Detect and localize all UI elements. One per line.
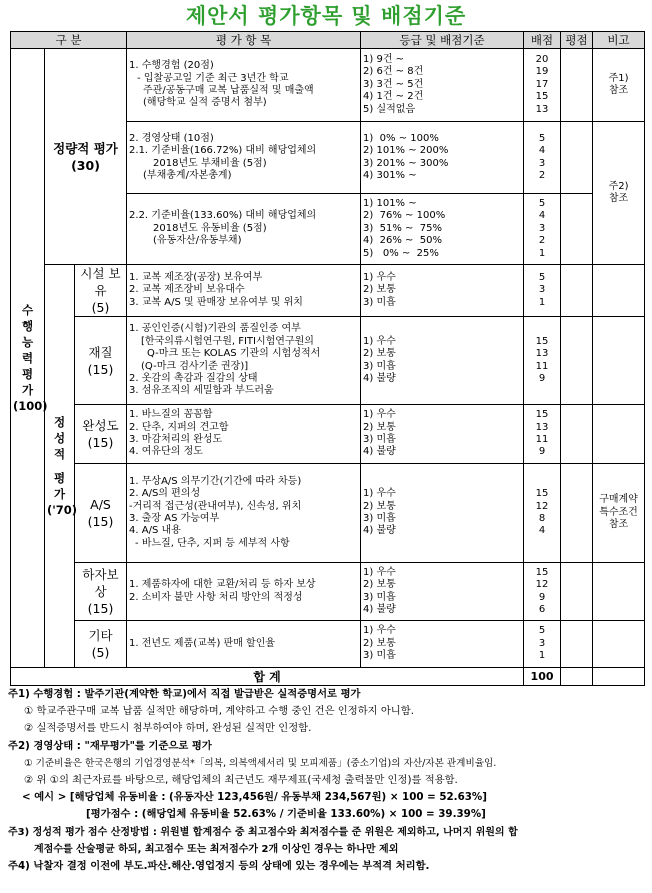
- grade-line: 1) 우수: [363, 335, 396, 347]
- remarks-cell: [593, 265, 645, 317]
- rating-cell[interactable]: [561, 49, 593, 122]
- item-line: [한국의류시험연구원, FITI시험연구원의: [141, 335, 314, 347]
- qualitative-label-char: 성: [53, 431, 66, 445]
- score-value: 5: [538, 132, 546, 144]
- remarks-cell: [593, 563, 645, 621]
- item-cell: [127, 317, 361, 405]
- item-line: Q-마크 또는 KOLAS 기관의 시험성적서: [147, 348, 321, 360]
- grade-cell: [361, 405, 524, 464]
- score-value: 3: [538, 157, 546, 169]
- qualitative-score: ('70): [47, 503, 78, 517]
- table-row: [11, 464, 645, 563]
- grade-line: 3) 미흡: [363, 650, 396, 662]
- item-line: 1. 제품하자에 대한 교환/처리 등 하자 보상: [129, 579, 316, 591]
- score-value: 12: [535, 500, 549, 512]
- note-1: 주1) 수행경험 : 발주기관(계약한 학교)에서 직접 발급받은 실적증명서로 평가: [8, 688, 361, 700]
- grade-line: 5) 실적없음: [363, 103, 416, 115]
- grade-line: 4) 1건 ~ 2건: [363, 91, 424, 103]
- item-cell: [127, 464, 361, 563]
- grade-line: 2) 보통: [363, 637, 396, 649]
- item-line: 2.2. 기준비율(133.60%) 대비 해당업체의: [129, 210, 317, 222]
- note-1a: ① 학교주관구매 교복 납품 실적만 해당하며, 계약하고 수행 중인 건은 인정하지 아니함.: [24, 705, 414, 718]
- item-line: 2018년도 부채비율 (5점): [153, 157, 267, 169]
- note-3b: 계점수를 산술평균 하되, 최고점수 또는 최저점수가 2개 이상인 경우는 하나만 제외: [34, 843, 399, 855]
- score-value: 3: [538, 222, 546, 234]
- note-2b: ② 위 ①의 최근자료를 바탕으로, 해당업체의 최근년도 재무제표(국세청 출력물만 인정)를 적용함.: [24, 774, 458, 787]
- item-cell: [127, 49, 361, 122]
- score-value: 15: [535, 566, 549, 578]
- grade-cell: [361, 317, 524, 405]
- score-cell: [524, 317, 561, 405]
- item-line: 2018년도 유동비율 (5점): [153, 222, 267, 234]
- item-line: 1. 공인인증(시험)기관의 품질인증 여부: [129, 323, 301, 335]
- item-line: 2. 교복 제조장비 보유대수: [129, 284, 245, 296]
- item-line: (Q-마크 검사기준 권장)]: [141, 360, 249, 372]
- subcategory-name: 완성도: [82, 418, 119, 433]
- remarks-cell: [593, 317, 645, 405]
- header-grade: 등급 및 배점기준: [361, 32, 524, 49]
- header-rating: 평점: [561, 32, 593, 49]
- remarks-line: 구매계약: [599, 494, 638, 506]
- grade-line: 4) 불량: [363, 603, 396, 615]
- score-value: 3: [538, 284, 546, 296]
- subcategory-score: (15): [87, 514, 114, 529]
- score-value: 4: [538, 145, 546, 157]
- item-line: 3. 섬유조직의 세밀함과 부드러움: [129, 385, 274, 397]
- item-line: 4. A/S 내용: [129, 525, 181, 537]
- item-cell: [127, 194, 361, 265]
- item-line: 1. 전년도 제품(교복) 판매 할인율: [129, 637, 276, 649]
- score-value: 3: [538, 637, 546, 649]
- evaluation-table: [10, 31, 645, 686]
- grade-line: 3) 미흡: [363, 434, 396, 445]
- grade-line: 3) 미흡: [363, 513, 396, 524]
- performance-label: 수 행 능 력 평 가: [21, 303, 34, 397]
- item-line: (유동자산/유동부채): [153, 235, 242, 247]
- header-item: 평 가 항 목: [127, 32, 361, 49]
- score-value: 17: [535, 78, 549, 90]
- grade-line: 3) 미흡: [363, 591, 396, 603]
- score-value: 15: [535, 409, 549, 421]
- total-remarks-cell: [593, 668, 645, 686]
- total-row: [11, 668, 645, 686]
- subcategory-name: 재질: [88, 344, 113, 360]
- performance-score: (100): [13, 399, 48, 413]
- subcategory-cell: [75, 317, 127, 405]
- note-2a: ① 기준비율은 한국은행의 기업경영분석*「의복, 의복액세서리 및 모피제품」(중소기업)의 자산/자본 관계비율임.: [24, 757, 497, 769]
- grade-line: 4) 26% ~ 50%: [363, 235, 443, 247]
- score-value: 19: [535, 66, 549, 78]
- item-line: (해당학교 실적 증명서 첨부): [143, 97, 267, 109]
- item-cell: [127, 405, 361, 464]
- qualitative-label-char: 적: [53, 447, 66, 461]
- note-3a: 주3) 정성적 평가 점수 산정방법 : 위원별 합계점수 중 최고점수와 최저점수를 준 위원은 제외하고, 나머지 위원의 합: [8, 826, 518, 838]
- table-header-row: [11, 32, 645, 49]
- item-line: 1. 무상A/S 의무기간(기간에 따라 차등): [129, 475, 302, 487]
- score-cell: [524, 122, 561, 194]
- grade-line: 3) 미흡: [363, 296, 396, 308]
- header-remarks: 비고: [593, 32, 645, 49]
- score-cell: [524, 49, 561, 122]
- score-value: 1: [538, 247, 546, 259]
- notes-section: [8, 686, 648, 875]
- remarks-line: 참조: [608, 85, 629, 96]
- remarks-cell: [593, 405, 645, 464]
- grade-line: 2) 76% ~ 100%: [363, 210, 446, 222]
- score-value: 20: [535, 53, 549, 65]
- grade-line: 1) 우수: [363, 566, 396, 578]
- item-line: 2.1. 기준비율(166.72%) 대비 해당업체의: [129, 145, 317, 157]
- grade-line: 1) 9건 ~: [363, 53, 405, 65]
- score-cell: [524, 265, 561, 317]
- item-line: (부채총계/자본총계): [143, 169, 232, 181]
- table-row: [11, 563, 645, 621]
- rating-cell[interactable]: [561, 621, 593, 668]
- grade-cell: [361, 194, 524, 265]
- item-line: 2. 단추, 지퍼의 견고함: [129, 421, 229, 433]
- table-row: [11, 621, 645, 668]
- qualitative-label-cell: [45, 265, 78, 668]
- item-cell: [127, 621, 361, 668]
- subcategory-cell: [75, 621, 127, 668]
- item-line: 1. 교복 제조장(공장) 보유여부: [129, 271, 263, 283]
- score-value: 5: [538, 271, 546, 283]
- item-line: 1. 수행경험 (20점): [129, 60, 214, 72]
- score-value: 2: [538, 235, 546, 247]
- item-line: - 바느질, 단추, 지퍼 등 세부적 사항: [135, 537, 290, 549]
- score-value: 15: [535, 335, 549, 347]
- grade-cell: [361, 265, 524, 317]
- item-line: 4. 여유단의 정도: [129, 446, 203, 458]
- subcategory-cell: [75, 563, 127, 621]
- score-value: 4: [538, 210, 546, 222]
- grade-line: 4) 불량: [363, 525, 396, 537]
- subcategory-score: (15): [87, 435, 114, 450]
- grade-line: 2) 보통: [363, 500, 396, 512]
- grade-line: 2) 보통: [363, 579, 396, 591]
- performance-label-cell: [11, 49, 48, 668]
- score-cell: [524, 563, 561, 621]
- grade-cell: [361, 122, 524, 194]
- item-line: 3. 마감처리의 완성도: [129, 434, 223, 445]
- item-cell: [127, 563, 361, 621]
- rating-cell[interactable]: [561, 405, 593, 464]
- rating-cell[interactable]: [561, 317, 593, 405]
- item-line: 1. 바느질의 꼼꼼함: [129, 409, 213, 421]
- grade-line: 4) 301% ~: [363, 169, 417, 181]
- item-line: 3. 교복 A/S 및 판매장 보유여부 및 위치: [129, 296, 303, 308]
- subcategory-name: 하자보상: [82, 567, 119, 599]
- remarks-line: 참조: [608, 519, 629, 531]
- grade-line: 1) 우수: [363, 488, 396, 500]
- rating-cell[interactable]: [561, 194, 593, 265]
- grade-line: 3) 3건 ~ 5건: [363, 78, 424, 90]
- item-line: -거리적 접근성(관내여부), 신속성, 위치: [129, 500, 302, 512]
- score-value: 9: [538, 446, 546, 458]
- page-title: 제안서 평가항목 및 배점기준: [185, 4, 467, 28]
- grade-line: 4) 불량: [363, 372, 396, 384]
- qualitative-label-char: 평: [53, 471, 66, 485]
- rating-cell[interactable]: [561, 122, 593, 194]
- quantitative-label: 정량적 평가: [53, 140, 118, 156]
- score-value: 2: [538, 169, 546, 181]
- score-value: 9: [538, 591, 546, 603]
- subcategory-score: (15): [87, 361, 114, 377]
- grade-cell: [361, 49, 524, 122]
- grade-line: 4) 불량: [363, 446, 396, 458]
- grade-line: 3) 201% ~ 300%: [363, 157, 449, 169]
- remarks-cell: [593, 49, 645, 122]
- example-line-2: [평가점수 : (해당업체 유동비율 52.63% / 기준비율 133.60%) × 100 = 39.39%]: [86, 808, 486, 821]
- item-line: 2. 경영상태 (10점): [129, 132, 214, 144]
- item-line: 주관/공동구매 교복 납품실적 및 매출액: [143, 85, 314, 96]
- item-line: 2. A/S의 편의성: [129, 488, 201, 500]
- score-value: 11: [535, 360, 549, 372]
- score-value: 5: [538, 625, 546, 637]
- grade-line: 5) 0% ~ 25%: [363, 247, 439, 259]
- item-line: 2. 옷감의 촉감과 질감의 상태: [129, 372, 258, 384]
- grade-line: 1) 101% ~: [363, 197, 417, 209]
- grade-line: 3) 51% ~ 75%: [363, 222, 443, 234]
- grade-line: 1) 0% ~ 100%: [363, 132, 439, 144]
- grade-cell: [361, 464, 524, 563]
- rating-cell[interactable]: [561, 563, 593, 621]
- remarks-cell: [593, 464, 645, 563]
- score-value: 13: [535, 103, 549, 115]
- subcategory-name: A/S: [90, 497, 111, 512]
- subcategory-score: (5): [91, 645, 110, 660]
- note-1b: ② 실적증명서를 반드시 첨부하여야 하며, 완성된 실적만 인정함.: [24, 722, 312, 735]
- score-value: 1: [538, 650, 546, 662]
- score-value: 8: [538, 513, 546, 524]
- rating-cell[interactable]: [561, 464, 593, 563]
- grade-line: 1) 우수: [363, 409, 396, 421]
- grade-line: 2) 보통: [363, 348, 396, 360]
- total-rating-cell[interactable]: [561, 668, 593, 686]
- subcategory-cell: [75, 464, 127, 563]
- item-line: 2. 소비자 불만 사항 처리 방안의 적정성: [129, 591, 303, 603]
- score-value: 15: [535, 488, 549, 500]
- score-cell: [524, 621, 561, 668]
- score-cell: [524, 464, 561, 563]
- item-line: - 입찰공고일 기준 최근 3년간 학교: [137, 72, 289, 84]
- subcategory-cell: [75, 405, 127, 464]
- remarks-cell: [593, 122, 645, 265]
- remarks-line: 참조: [608, 193, 629, 204]
- quantitative-label-cell: [45, 49, 127, 265]
- example-line-1: < 예시 > [해당업체 유동비율 : (유동자산 123,456원/ 유동부채 234,567원) × 100 = 52.63%]: [22, 791, 487, 804]
- table-row: [11, 49, 645, 122]
- qualitative-label-char: 정: [53, 415, 66, 429]
- score-cell: [524, 405, 561, 464]
- grade-line: 2) 6건 ~ 8건: [363, 66, 424, 78]
- grade-line: 2) 101% ~ 200%: [363, 145, 449, 157]
- rating-cell[interactable]: [561, 265, 593, 317]
- table-row: [11, 265, 645, 317]
- grade-cell: [361, 621, 524, 668]
- qualitative-label-char: 가: [53, 487, 66, 501]
- table-row: [11, 405, 645, 464]
- score-value: 13: [535, 421, 549, 433]
- table-row: [11, 317, 645, 405]
- subcategory-score: (5): [91, 300, 110, 315]
- header-score: 배점: [524, 32, 561, 49]
- subcategory-score: (15): [87, 601, 114, 616]
- grade-cell: [361, 563, 524, 621]
- score-value: 15: [535, 91, 549, 103]
- score-value: 11: [535, 434, 549, 445]
- note-4: 주4) 낙찰자 결정 이전에 부도.파산.해산.영업정지 등의 상태에 있는 경우에는 부적격 처리함.: [8, 860, 430, 873]
- score-value: 13: [535, 348, 549, 360]
- score-value: 6: [538, 603, 546, 615]
- header-division: 구 분: [11, 32, 127, 49]
- remarks-line: 주2): [608, 180, 629, 192]
- score-cell: [524, 194, 561, 265]
- item-cell: [127, 265, 361, 317]
- grade-line: 3) 미흡: [363, 360, 396, 372]
- grade-line: 2) 보통: [363, 284, 396, 296]
- quantitative-score: (30): [71, 157, 100, 173]
- subcategory-name: 시설 보유: [80, 266, 121, 298]
- remarks-line: 주1): [608, 72, 629, 84]
- remarks-cell: [593, 621, 645, 668]
- subcategory-name: 기타: [88, 628, 113, 643]
- remarks-line: 특수조건: [599, 506, 638, 518]
- grade-line: 2) 보통: [363, 421, 396, 433]
- subcategory-cell: [75, 265, 127, 317]
- score-value: 4: [538, 525, 546, 537]
- grade-line: 1) 우수: [363, 271, 396, 283]
- score-value: 1: [538, 296, 546, 308]
- score-value: 5: [538, 197, 546, 209]
- total-score: 100: [524, 668, 561, 686]
- grade-line: 1) 우수: [363, 625, 396, 637]
- score-value: 9: [538, 372, 546, 384]
- score-value: 12: [535, 579, 549, 591]
- note-2: 주2) 경영상태 : "재무평가"를 기준으로 평가: [8, 739, 212, 752]
- total-label: 합 계: [11, 668, 524, 686]
- item-line: 3. 출장 AS 가능여부: [129, 513, 220, 524]
- item-cell: [127, 122, 361, 194]
